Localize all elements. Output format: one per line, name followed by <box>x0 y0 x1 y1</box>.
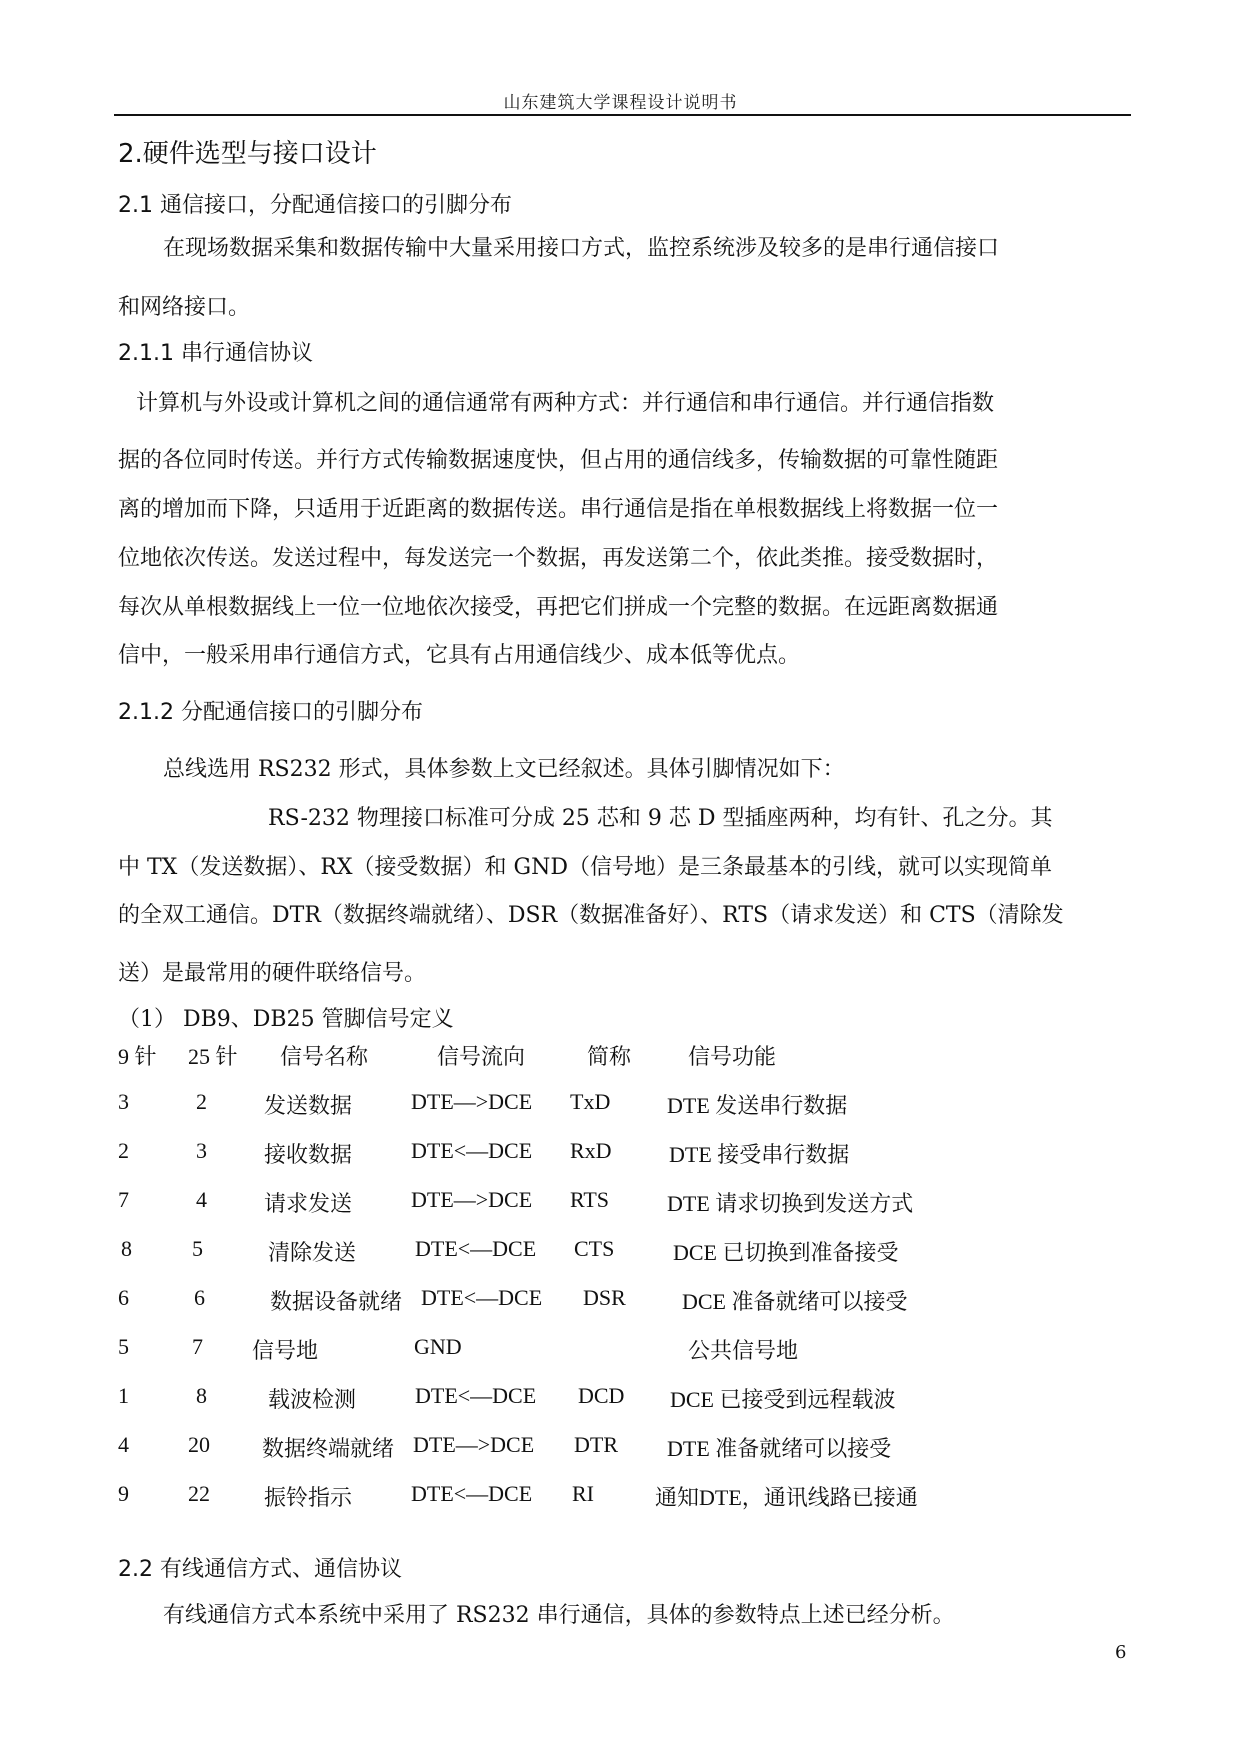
table-cell: 3 <box>196 1138 207 1163</box>
table-cell: RxD <box>570 1138 612 1163</box>
table-cell: 2 <box>118 1138 129 1163</box>
table-cell: 振铃指示 <box>264 1485 353 1510</box>
paragraph-line: 的全双工通信。DTR（数据终端就绪）、DSR（数据准备好）、RTS（请求发送）和 CTS（清除发 <box>118 903 1064 928</box>
table-header-cell: 信号流向 <box>437 1044 526 1069</box>
table-header-cell: 25 针 <box>188 1044 238 1069</box>
paragraph-line: 有线通信方式本系统中采用了 RS232 串行通信，具体的参数特点上述已经分析。 <box>163 1603 955 1628</box>
page-number: 6 <box>1115 1642 1127 1663</box>
table-cell: RTS <box>570 1187 610 1212</box>
table-row <box>0 1236 1241 1266</box>
chapter-title: 2.硬件选型与接口设计 <box>118 139 377 169</box>
paragraph-line: 离的增加而下降，只适用于近距离的数据传送。串行通信是指在单根数据线上将数据一位一 <box>118 497 999 522</box>
table-cell: DTE<—DCE <box>415 1236 537 1261</box>
table-cell: 信号地 <box>252 1338 319 1363</box>
table-header-cell: 9 针 <box>118 1044 157 1069</box>
table-cell: 2 <box>196 1089 207 1114</box>
table-cell: 8 <box>121 1236 132 1261</box>
table-cell: 22 <box>188 1481 210 1506</box>
table-cell: DCE 已切换到准备接受 <box>673 1240 899 1265</box>
table-cell: 通知DTE，通讯线路已接通 <box>655 1485 918 1510</box>
paragraph-line: 每次从单根数据线上一位一位地依次接受，再把它们拼成一个完整的数据。在远距离数据通 <box>118 595 999 620</box>
table-header-cell: 简称 <box>587 1044 632 1069</box>
table-row <box>0 1481 1241 1511</box>
table-cell: 6 <box>194 1285 205 1310</box>
paragraph-line: RS-232 物理接口标准可分成 25 芯和 9 芯 D 型插座两种，均有针、孔之分。其 <box>268 806 1053 831</box>
table-cell: DTE<—DCE <box>411 1481 533 1506</box>
table-cell: 7 <box>118 1187 129 1212</box>
table-cell: DCE 准备就绪可以接受 <box>682 1289 908 1314</box>
table-cell: 20 <box>188 1432 210 1457</box>
paragraph-line: 据的各位同时传送。并行方式传输数据速度快，但占用的通信线多，传输数据的可靠性随距 <box>118 448 999 473</box>
table-row <box>0 1334 1241 1364</box>
table-header-cell: 信号功能 <box>688 1044 777 1069</box>
paragraph-line: 计算机与外设或计算机之间的通信通常有两种方式：并行通信和串行通信。并行通信指数 <box>136 391 995 416</box>
paragraph-line: 位地依次传送。发送过程中，每发送完一个数据，再发送第二个，依此类推。接受数据时， <box>118 546 999 571</box>
table-cell: 载波检测 <box>268 1387 357 1412</box>
table-cell: RI <box>572 1481 594 1506</box>
paragraph-line: 和网络接口。 <box>118 295 251 320</box>
paragraph-line: 送）是最常用的硬件联络信号。 <box>118 961 427 986</box>
table-cell: DTE 发送串行数据 <box>667 1093 848 1118</box>
table-cell: DTE—>DCE <box>413 1432 535 1457</box>
table-cell: DTR <box>574 1432 618 1457</box>
table-cell: GND <box>414 1334 462 1359</box>
table-row <box>0 1285 1241 1315</box>
table-cell: DTE 请求切换到发送方式 <box>667 1191 914 1216</box>
table-cell: DSR <box>583 1285 626 1310</box>
table-cell: 3 <box>118 1089 129 1114</box>
table-cell: 公共信号地 <box>688 1338 799 1363</box>
table-cell: DCD <box>578 1383 625 1408</box>
table-cell: 1 <box>118 1383 129 1408</box>
table-cell: DTE—>DCE <box>411 1187 533 1212</box>
table-cell: 9 <box>118 1481 129 1506</box>
section-2-2-title: 2.2 有线通信方式、通信协议 <box>118 1557 402 1582</box>
paragraph-line: 总线选用 RS232 形式，具体参数上文已经叙述。具体引脚情况如下： <box>163 757 845 782</box>
table-cell: DTE<—DCE <box>415 1383 537 1408</box>
table-header-row <box>0 1040 1241 1070</box>
table-cell: TxD <box>570 1089 611 1114</box>
table-cell: DTE<—DCE <box>411 1138 533 1163</box>
table-cell: 清除发送 <box>268 1240 357 1265</box>
section-2-1-1-title: 2.1.1 串行通信协议 <box>118 341 313 366</box>
header-rule <box>114 114 1131 116</box>
table-caption: （1） DB9、DB25 管脚信号定义 <box>118 1007 454 1032</box>
paragraph-line: 中 TX（发送数据）、RX（接受数据）和 GND（信号地）是三条最基本的引线，就可以实现简单 <box>118 855 1053 880</box>
paragraph-line: 信中，一般采用串行通信方式，它具有占用通信线少、成本低等优点。 <box>118 643 801 668</box>
table-cell: 5 <box>118 1334 129 1359</box>
table-row <box>0 1432 1241 1462</box>
table-row <box>0 1089 1241 1119</box>
table-cell: 7 <box>192 1334 203 1359</box>
table-cell: 请求发送 <box>264 1191 353 1216</box>
paragraph-line: 在现场数据采集和数据传输中大量采用接口方式，监控系统涉及较多的是串行通信接口 <box>163 236 1000 261</box>
table-row <box>0 1187 1241 1217</box>
table-cell: DTE 准备就绪可以接受 <box>667 1436 892 1461</box>
table-cell: DTE<—DCE <box>421 1285 543 1310</box>
page-header-title: 山东建筑大学课程设计说明书 <box>503 93 738 113</box>
table-cell: DCE 已接受到远程载波 <box>670 1387 896 1412</box>
table-cell: 5 <box>192 1236 203 1261</box>
table-cell: CTS <box>574 1236 615 1261</box>
table-cell: 发送数据 <box>264 1093 353 1118</box>
table-row <box>0 1138 1241 1168</box>
table-cell: 8 <box>196 1383 207 1408</box>
table-row <box>0 1383 1241 1413</box>
table-cell: 接收数据 <box>264 1142 353 1167</box>
table-cell: 数据设备就绪 <box>270 1289 403 1314</box>
table-header-cell: 信号名称 <box>280 1044 369 1069</box>
table-cell: 4 <box>196 1187 207 1212</box>
table-cell: DTE—>DCE <box>411 1089 533 1114</box>
table-cell: 数据终端就绪 <box>262 1436 395 1461</box>
table-cell: DTE 接受串行数据 <box>669 1142 850 1167</box>
table-cell: 4 <box>118 1432 129 1457</box>
section-2-1-title: 2.1 通信接口，分配通信接口的引脚分布 <box>118 193 512 218</box>
section-2-1-2-title: 2.1.2 分配通信接口的引脚分布 <box>118 700 423 725</box>
table-cell: 6 <box>118 1285 129 1310</box>
